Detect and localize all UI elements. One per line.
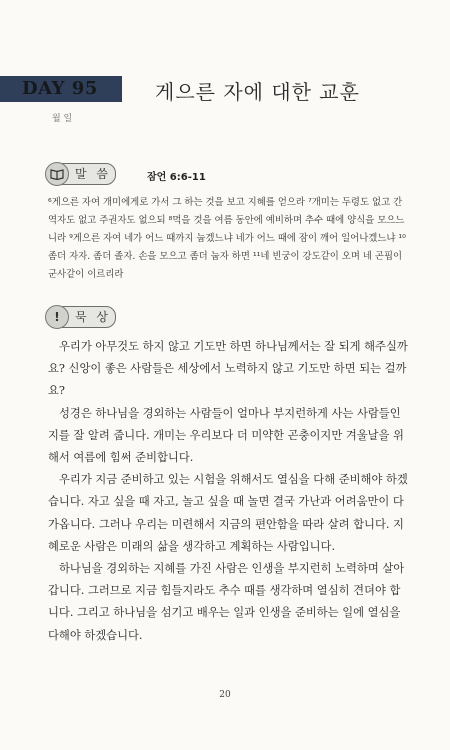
meditation-section-label: 묵 상 [75, 310, 111, 324]
word-section-header [48, 163, 116, 185]
scripture-text: ⁶게으른 자여 개미에게로 가서 그 하는 것을 보고 지혜를 얻으라 ⁷개미는 두령도 없고 간역자도 없고 주권자도 없으되 ⁸먹을 것을 여름 동안에 예비하며 추수 때에 양식을 모으느니라 ⁹게으른 자여 네가 어느 때까지 눕겠느냐 네가 어느 때에 잠이 깨어 일어나겠느냐 ¹⁰좀더 자자. 좀더 졸자. 손을 모으고 좀더 눕자 하면 ¹¹네 빈궁이 강도같이 오며 네 곤핍이 군사같이 이르리라 [48, 197, 406, 280]
scripture-reference: 잠언 6:6-11 [147, 172, 206, 183]
meditation-section-header [48, 306, 116, 328]
meditation-paragraph: 성경은 하나님을 경외하는 사람들이 얼마나 부지런하게 사는 사람들인지를 잘 알려 줍니다. 개미는 우리보다 더 미약한 곤충이지만 겨울날을 위해서 여름에 힘써 준비합니다. [48, 406, 404, 465]
book-icon [45, 162, 69, 186]
meditation-body [48, 336, 408, 647]
meditation-paragraph: 우리가 지금 준비하고 있는 시험을 위해서도 열심을 다해 준비해야 하겠습니다. 자고 싶을 때 자고, 놀고 싶을 때 놀면 결국 가난과 어려움만이 다가옵니다. 그러나 우리는 미련해서 지금의 편안함을 따라 살려 합니다. 지혜로운 사람은 미래의 삶을 생각하고 계획하는 사람입니다. [48, 473, 408, 553]
exclamation-icon: ! [45, 305, 69, 329]
word-section-label: 말 씀 [75, 167, 111, 181]
page-title: 게으른 자에 대한 교훈 [155, 80, 360, 104]
meditation-paragraph: 우리가 아무것도 하지 않고 기도만 하면 하나님께서는 잘 되게 해주실까요? 신앙이 좋은 사람들은 세상에서 노력하지 않고 기도만 하면 되는 걸까요? [48, 340, 408, 398]
meditation-paragraph: 하나님을 경외하는 지혜를 가진 사람은 인생을 부지런히 노력하며 살아갑니다. 그러므로 지금 힘들지라도 추수 때를 생각하며 열심히 견뎌야 합니다. 그리고 하나님을 섬기고 배우는 일과 인생을 준비하는 일에 열심을 다해야 하겠습니다. [48, 562, 405, 642]
page-number: 20 [219, 690, 231, 700]
day-label: DAY 95 [22, 78, 98, 99]
date-field: 월 일 [52, 114, 73, 124]
